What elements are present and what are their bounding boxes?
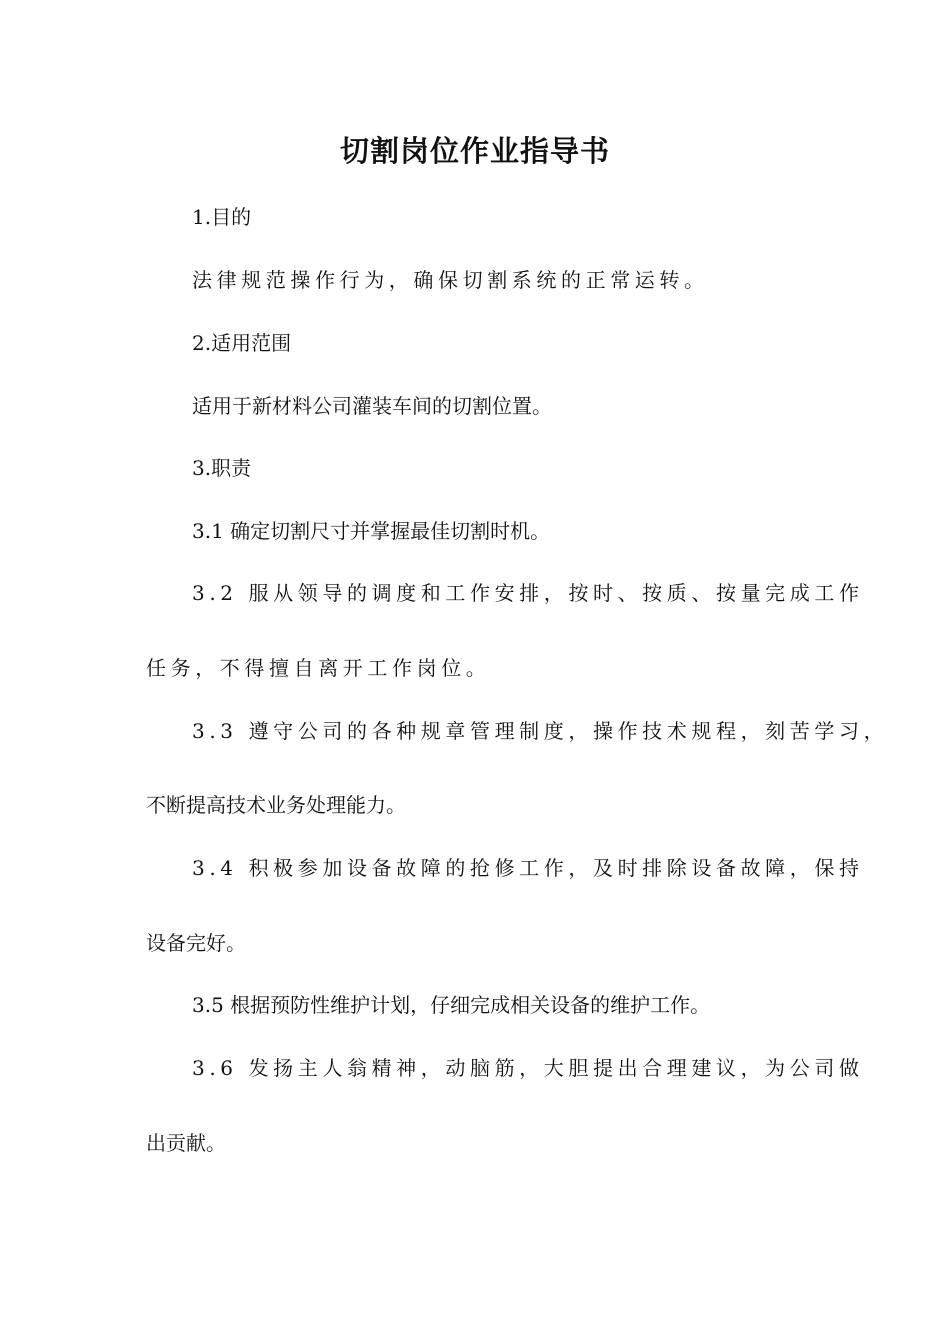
item-3-4-line-1: 3.4 积极参加设备故障的抢修工作，及时排除设备故障，保持 (192, 856, 864, 880)
item-3-3-line-1: 3.3 遵守公司的各种规章管理制度，操作技术规程，刻苦学习， (192, 719, 889, 743)
item-3-5: 3.5 根据预防性维护计划，仔细完成相关设备的维护工作。 (192, 993, 711, 1017)
section-2-text: 适用于新材料公司灌装车间的切割位置。 (192, 394, 552, 418)
item-3-6-line-1: 3.6 发扬主人翁精神，动脑筋，大胆提出合理建议，为公司做 (192, 1056, 864, 1080)
section-2-heading: 2.适用范围 (192, 331, 292, 355)
document-title: 切割岗位作业指导书 (339, 134, 610, 168)
item-3-4-line-2: 设备完好。 (146, 931, 246, 955)
section-1-text: 法律规范操作行为，确保切割系统的正常运转。 (192, 268, 709, 292)
item-3-2-line-2: 任务，不得擅自离开工作岗位。 (146, 656, 491, 680)
item-3-3-line-2: 不断提高技术业务处理能力。 (146, 793, 406, 817)
item-3-1: 3.1 确定切割尺寸并掌握最佳切割时机。 (192, 519, 551, 543)
item-3-2-line-1: 3.2 服从领导的调度和工作安排，按时、按质、按量完成工作 (192, 581, 864, 605)
section-3-heading: 3.职责 (192, 456, 252, 480)
item-3-6-line-2: 出贡献。 (146, 1131, 226, 1155)
section-1-heading: 1.目的 (192, 205, 252, 229)
